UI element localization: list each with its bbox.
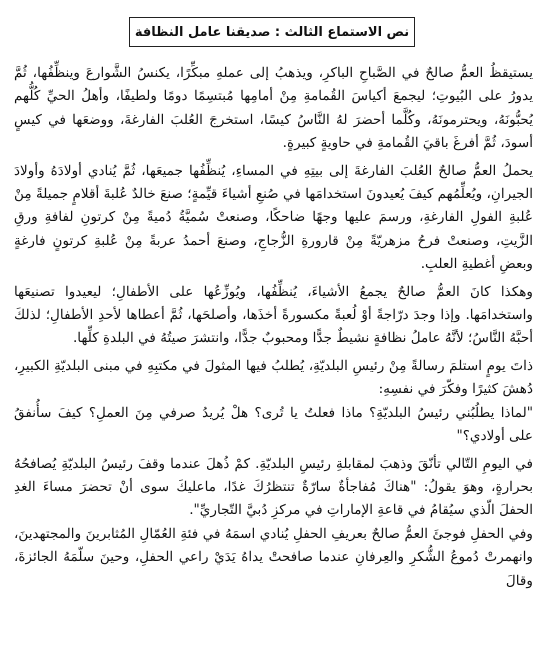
listening-text-title: نص الاستماع الثالث : صديقنا عامل النظافة — [134, 24, 410, 40]
story-body — [14, 62, 533, 593]
paragraph-3: وهكذا كانَ العمُّ صالحٌ يجمعُ الأشياءَ، يُنظِّفُها، ويُوزِّعُها على الأطفالِ؛ ليعيدوا تصنيعَها واستخدامَها. وإذا وجدَ درّاجةً أوْ لُعبةً مكسورةً أخذَها، وأصلحَها، ثُمَّ أعطاها لأحدِ الأطفالِ؛ لذلكَ أحبَّهُ النَّاسُ؛ لأنَّهُ عاملُ نظافةٍ نشيطٌ جدًّا ومحبوبٌ جدًّا، وانتشرَ صيتُهُ في البلدةِ كلِّها. — [14, 283, 533, 347]
paragraph-7: وفي الحفلِ فوجئَ العمُّ صالحٌ بعريفِ الحفلِ يُنادي اسمَهُ في فئةِ العُمّالِ المُثابرينَ والمجتهدينَ، وانهمرتْ دُموعُ الشُّكرِ والعِرفانِ عندما صافحتْ يداهُ يَدَيْ راعي الحفلِ، وحينَ سلّمَهُ الجائزةَ، وقالَ — [14, 525, 533, 589]
paragraph-2: يحملُ العمُّ صالحٌ العُلبَ الفارغةَ إلى بيتِهِ في المساءِ، يُنظِّفُها جميعَها، ثُمَّ يُنادي أولادَهُ وأولادَ الجيرانِ، ويُعلِّمُهم كيفَ يُعيدونَ استخدامَها في صُنعِ أشياءَ قيِّمةٍ؛ صنعَ خالدٌ عُلبةَ أقلامٍ جميلةً مِنْ عُلبةِ الفولِ الفارغةِ، ورسمَ عليها وجهًا ضاحكًا، وصنعتْ سُميَّةُ دُميةً مِنْ كرتونِ لفافةِ ورقِ الزَّيتِ، وصنعتْ فرحُ مزهريّةً مِنْ قارورةِ الزُّجاجِ، وصنعَ أحمدُ عربةً مِنْ عُلبةِ كرتونٍ فارغةٍ وبعضِ أغطيةِ العلبِ. — [14, 162, 533, 273]
paragraph-4: ذاتَ يومٍ استلمَ رسالةً مِنْ رئيسِ البلديّةِ، يُطلبُ فيها المثولَ في مكتبِهِ في مبنى البلديّةِ الكبيرِ، دُهشَ كثيرًا وفكّرَ في نفسِهِ: — [14, 357, 533, 398]
paragraph-6: في اليومِ التّالي تأنّقَ وذهبَ لمقابلةِ رئيسِ البلديّةِ. كمْ ذُهلَ عندما وقفَ رئيسُ البلديّةِ يُصافحُهُ بحرارةٍ، وهوَ يقولُ: "هناكَ مُفاجأةٌ سارّةٌ تنتظرُكَ غدًا، ماعليكَ سوى أنْ تحضرَ مساءَ الغدِ الحفلَ الّذي سيُقامُ في قاعةِ الإماراتِ في مركزِ دُبيَّ التّجاريِّ". — [14, 455, 533, 519]
title-box — [129, 17, 415, 47]
paragraph-5: "لماذا يطلُبُني رئيسُ البلديّةِ؟ ماذا فعلتُ يا تُرى؟ هلْ يُريدُ صرفي مِنَ العملِ؟ كيفَ سأُنفقُ على أولادي؟" — [14, 404, 533, 445]
paragraph-1: يستيقظُ العمُّ صالحٌ في الصَّباحِ الباكرِ، ويذهبُ إلى عملهِ مبكِّرًا، يكنسُ الشَّوارعَ وينظِّفُها، ثُمَّ يدورُ على البُيوتِ؛ ليجمعَ أكياسَ القُمامةِ مِنْ أمامِها مُبتسِمًا دومًا ولطيفًا، وأهلُ الحيِّ كُلُّهم يُحبُّونَهُ، ويحترمونَهُ، وكُلَّما أحضرَ لهُ النَّاسُ كيسًا، استخرجَ العُلبَ الفارغةَ، ووضعَها في كيسٍ أسودَ، ثُمَّ أفرغَ باقيَ القُمامةِ في حاويةٍ كبيرةٍ. — [14, 65, 533, 152]
